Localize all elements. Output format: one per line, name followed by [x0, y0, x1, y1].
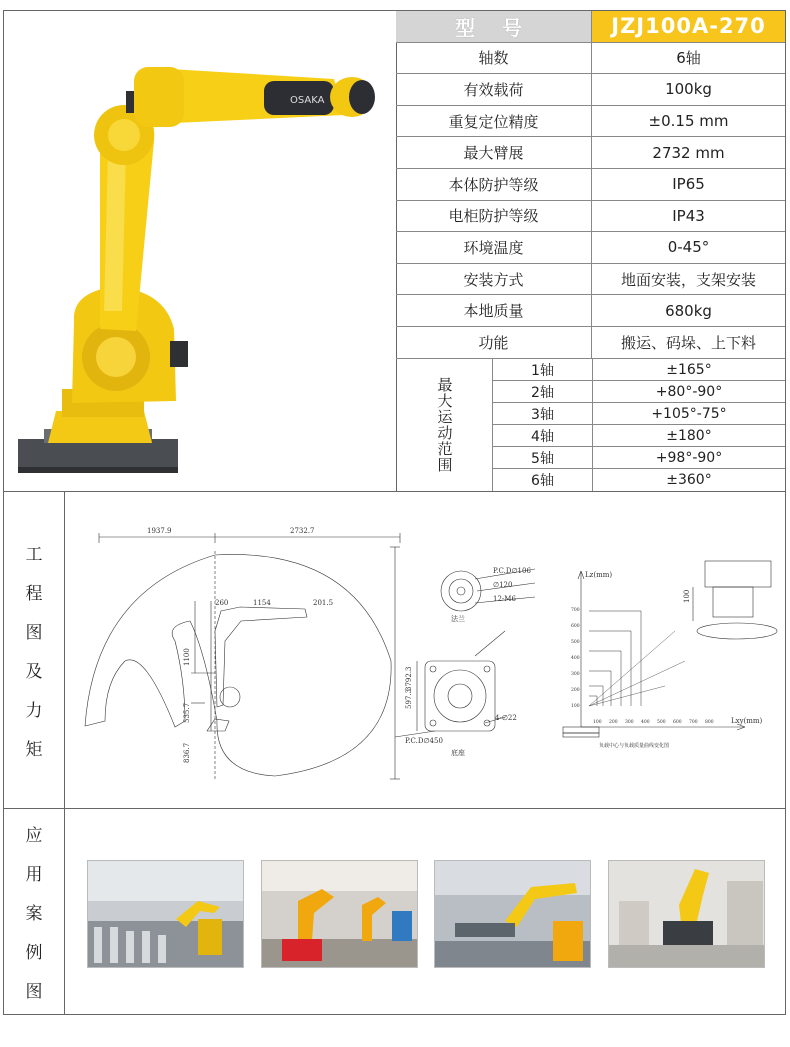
spec-row: [396, 74, 785, 106]
axis-range-label: [396, 359, 493, 491]
dim-label: 260: [215, 599, 229, 607]
base-label: 597.3: [405, 688, 413, 709]
spec-key: 功能: [396, 327, 592, 358]
case-photo-2: [261, 860, 418, 968]
axis-row: [493, 447, 785, 469]
spec-value: IP43: [672, 206, 705, 225]
dim-label: 100: [683, 589, 691, 603]
y-tick: 500: [571, 640, 580, 645]
spec-key: 重复定位精度: [396, 106, 592, 137]
spec-header-row: [396, 11, 785, 43]
y-tick: 100: [571, 704, 580, 709]
axis-value: +105°-75°: [651, 405, 727, 422]
drawings-area: [65, 491, 785, 808]
case-photo-1: [87, 860, 244, 968]
flange-caption: 法兰: [451, 615, 465, 623]
axis-name: 1轴: [493, 359, 593, 380]
axis-row: [493, 469, 785, 491]
label-char: 用: [25, 864, 43, 885]
spec-value: 地面安装，支架安装: [620, 270, 756, 289]
axis-name: 2轴: [493, 381, 593, 402]
flange-label: 12-M6: [493, 595, 516, 603]
load-curve-chart: [563, 561, 777, 737]
spec-row: [396, 232, 785, 264]
base-label: P.C.D∅450: [405, 737, 443, 745]
x-tick: 600: [673, 720, 682, 725]
dim-label: 1100: [183, 648, 191, 666]
spec-value: 搬运、码垛、上下料: [620, 333, 756, 352]
axis-value: +80°-90°: [655, 383, 723, 400]
spec-value: IP65: [672, 175, 705, 194]
application-cases-section: [4, 808, 785, 1014]
axis-value: ±180°: [666, 427, 712, 444]
y-tick-labels: [571, 607, 580, 709]
spec-key: 环境温度: [396, 232, 592, 263]
spec-key: 有效载荷: [396, 74, 592, 105]
axis-row: [493, 359, 785, 381]
dim-label: 3792.3: [405, 666, 413, 691]
spec-row: [396, 264, 785, 296]
axis-row: [493, 381, 785, 403]
spec-row: [396, 43, 785, 75]
spec-value: 680kg: [665, 301, 712, 320]
model-label: 型 号: [396, 11, 592, 42]
label-char: 应: [25, 825, 43, 846]
label-char: 工: [25, 544, 43, 565]
spec-row: [396, 169, 785, 201]
lxy-axis-label: Lxy(mm): [731, 717, 763, 725]
chart-caption: 负载中心与负载质量曲线变化图: [599, 743, 670, 749]
y-tick: 700: [571, 608, 580, 613]
axis-row: [493, 403, 785, 425]
axis-range-rows: [493, 359, 785, 491]
case-photo-3: [434, 860, 591, 968]
base-label: 4-∅22: [495, 714, 517, 722]
spec-key: 最大臂展: [396, 137, 592, 168]
axis-name: 3轴: [493, 403, 593, 424]
spec-key: 电柜防护等级: [396, 201, 592, 232]
spec-row: [396, 106, 785, 138]
x-tick-labels: [593, 719, 714, 725]
base-caption: 底座: [451, 749, 465, 757]
label-char: 案: [25, 903, 43, 924]
dim-label: 1154: [253, 599, 271, 607]
flange-label: P.C.D∅106: [493, 567, 531, 575]
dim-label: 535.7: [183, 702, 191, 723]
engineering-drawing-section: [4, 491, 785, 809]
y-tick: 200: [571, 688, 580, 693]
robot-image: [4, 11, 397, 491]
flange-drawing: [441, 569, 535, 611]
cases-section-label: [4, 808, 65, 1014]
label-char: 力: [25, 700, 43, 721]
spec-value: 6轴: [676, 49, 701, 68]
x-tick: 700: [689, 720, 698, 725]
brand-logo: OSAKA: [290, 95, 325, 106]
spec-row: [396, 327, 785, 359]
axis-value: ±360°: [666, 472, 712, 488]
spec-row: [396, 137, 785, 169]
dim-label: 2732.7: [290, 527, 315, 535]
axis-name: 4轴: [493, 425, 593, 446]
work-envelope-drawing: [85, 533, 400, 781]
label-char: 矩: [25, 739, 43, 760]
axis-name: 5轴: [493, 447, 593, 468]
spec-value: 0-45°: [667, 238, 710, 257]
y-tick: 600: [571, 624, 580, 629]
lz-axis-label: Lz(mm): [585, 571, 613, 579]
axis-value: +98°-90°: [655, 449, 723, 466]
label-char: 图: [25, 981, 43, 1002]
label-char: 程: [25, 583, 43, 604]
x-tick: 400: [641, 720, 650, 725]
x-tick: 500: [657, 720, 666, 725]
x-tick: 300: [625, 720, 634, 725]
axis-range-block: [396, 359, 785, 491]
flange-label: ∅120: [493, 581, 513, 589]
label-char: 及: [25, 661, 43, 682]
axis-name: 6轴: [493, 469, 593, 491]
x-tick: 800: [705, 720, 714, 725]
y-tick: 400: [571, 656, 580, 661]
dim-label: 201.5: [313, 599, 334, 607]
label-char: 图: [25, 622, 43, 643]
product-sheet: [3, 10, 786, 1015]
dim-label: 1937.9: [147, 527, 172, 535]
spec-value: 100kg: [665, 80, 712, 99]
spec-key: 本地质量: [396, 295, 592, 326]
case-photo-4: [608, 860, 765, 968]
spec-row: [396, 201, 785, 233]
x-tick: 200: [609, 720, 618, 725]
model-value: JZJ100A-270: [592, 11, 785, 42]
spec-key: 本体防护等级: [396, 169, 592, 200]
label-char: 例: [25, 942, 43, 963]
spec-row: [396, 295, 785, 327]
x-tick: 100: [593, 720, 602, 725]
axis-range-title: 最大运动范围: [435, 377, 454, 473]
spec-key: 安装方式: [396, 264, 592, 295]
spec-value: ±0.15 mm: [648, 112, 729, 131]
axis-row: [493, 425, 785, 447]
spec-section: [4, 11, 785, 492]
y-tick: 300: [571, 672, 580, 677]
dim-label: 836.7: [183, 742, 191, 763]
spec-key: 轴数: [396, 43, 592, 74]
drawing-section-label: [4, 491, 65, 808]
spec-table: [396, 11, 785, 491]
spec-value: 2732 mm: [652, 143, 725, 162]
axis-value: ±165°: [666, 361, 712, 378]
